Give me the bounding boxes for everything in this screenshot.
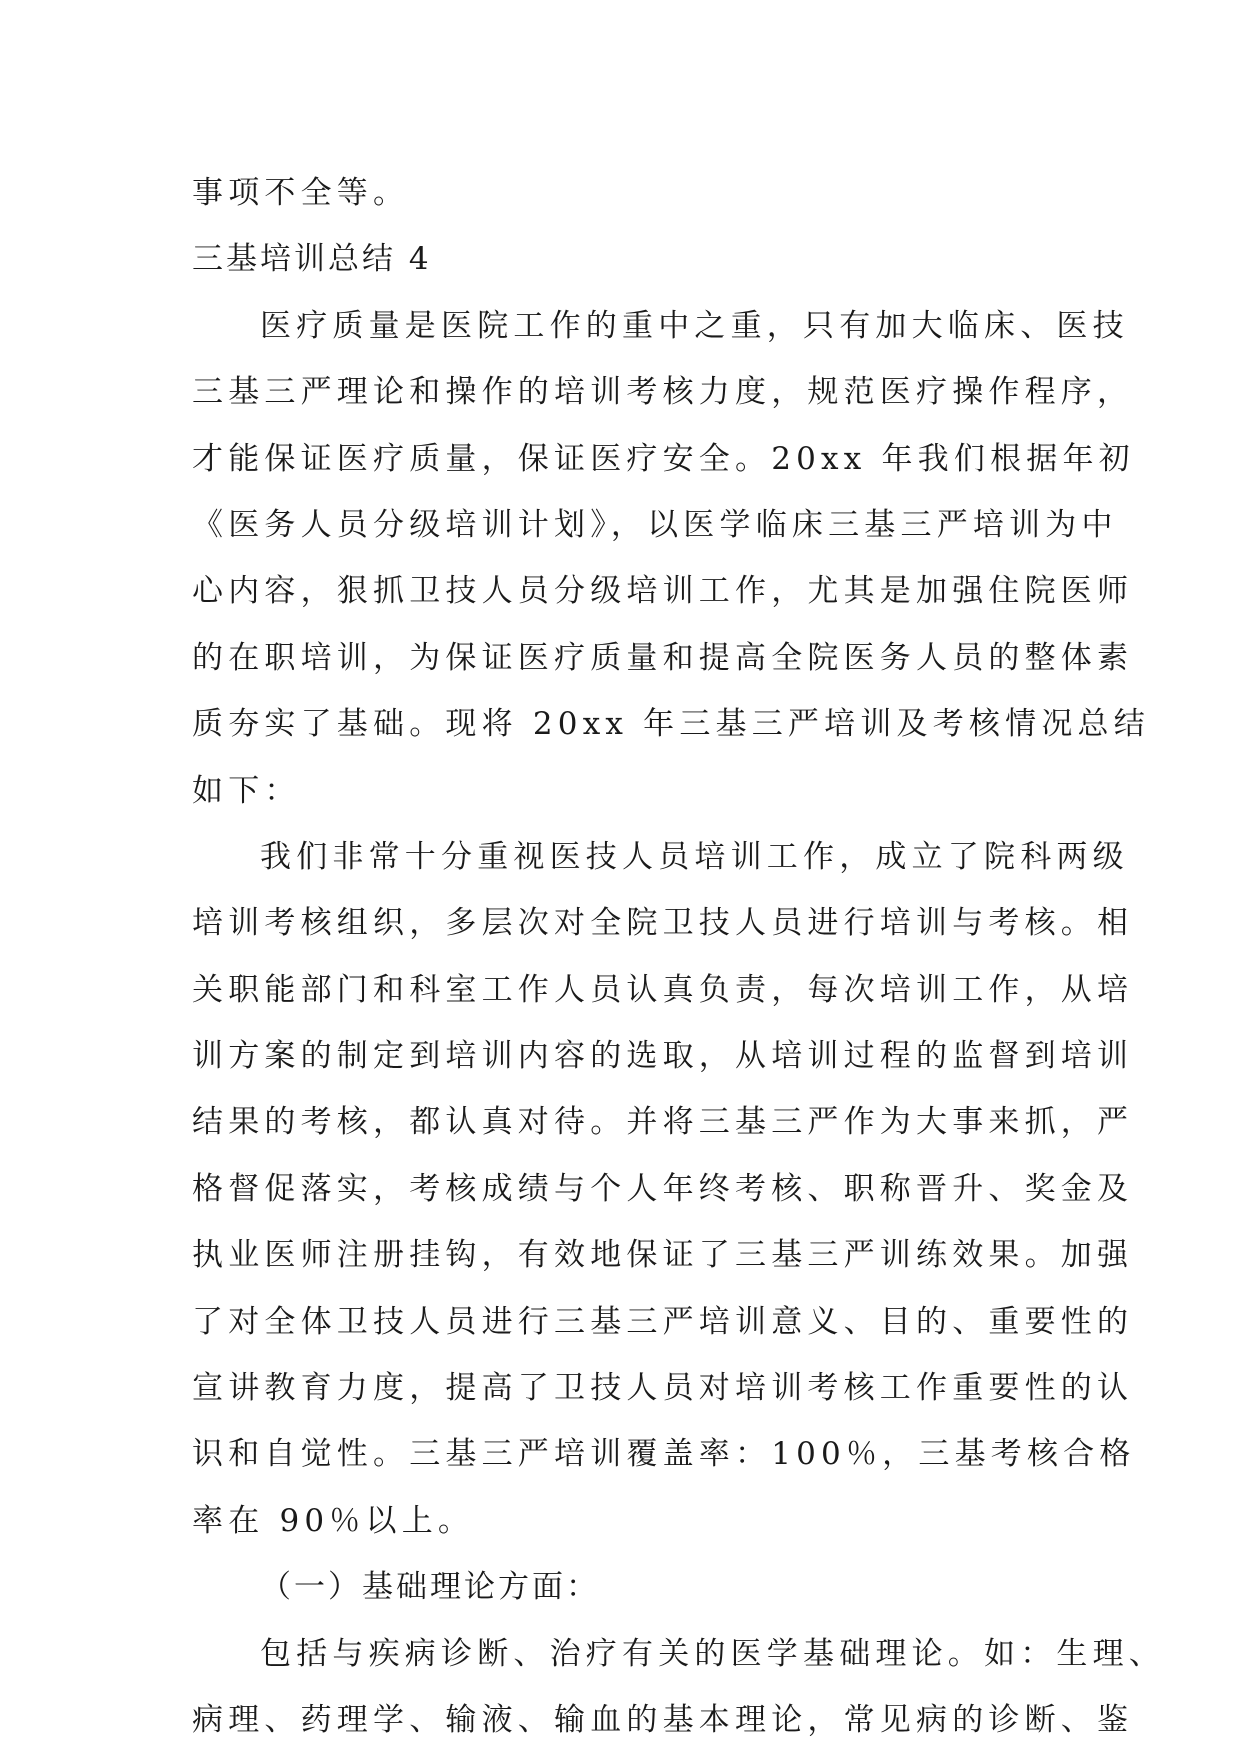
text-line: 如下：	[192, 772, 301, 809]
text-line: 关职能部门和科室工作人员认真负责，每次培训工作，从培	[192, 971, 1134, 1008]
text-line: 训方案的制定到培训内容的选取，从培训过程的监督到培训	[192, 1038, 1134, 1075]
text-line: 的在职培训，为保证医疗质量和提高全院医务人员的整体素	[192, 639, 1134, 676]
text-line: 《医务人员分级培训计划》，以医学临床三基三严培训为中	[192, 506, 1118, 543]
section-heading: 三基培训总结 4	[192, 241, 432, 278]
subsection-heading: （一）基础理论方面：	[260, 1569, 600, 1606]
text-line: 三基三严理论和操作的培训考核力度，规范医疗操作程序，	[192, 374, 1134, 411]
text-line: 了对全体卫技人员进行三基三严培训意义、目的、重要性的	[192, 1303, 1134, 1340]
text-line: 医疗质量是医院工作的重中之重，只有加大临床、医技	[260, 307, 1129, 344]
text-line: 事项不全等。	[192, 175, 410, 211]
text-line: 才能保证医疗质量，保证医疗安全。20xx 年我们根据年初	[192, 440, 1135, 477]
text-line: 培训考核组织，多层次对全院卫技人员进行培训与考核。相	[192, 905, 1134, 942]
text-line: 质夯实了基础。现将 20xx 年三基三严培训及考核情况总结	[192, 706, 1150, 743]
text-body	[192, 160, 1165, 1753]
text-line: 结果的考核，都认真对待。并将三基三严作为大事来抓，严	[192, 1104, 1134, 1141]
text-line: 心内容，狠抓卫技人员分级培训工作，尤其是加强住院医师	[192, 573, 1134, 610]
text-line: 病理、药理学、输液、输血的基本理论，常见病的诊断、鉴	[192, 1701, 1134, 1738]
text-line: 率在 90％以上。	[192, 1502, 475, 1539]
text-line: 识和自觉性。三基三严培训覆盖率：100％，三基考核合格	[192, 1436, 1136, 1473]
text-line: 我们非常十分重视医技人员培训工作，成立了院科两级	[260, 838, 1129, 875]
text-line: 包括与疾病诊断、治疗有关的医学基础理论。如：生理、	[260, 1635, 1165, 1672]
text-line: 执业医师注册挂钩，有效地保证了三基三严训练效果。加强	[192, 1237, 1134, 1274]
text-line: 格督促落实，考核成绩与个人年终考核、职称晋升、奖金及	[192, 1170, 1134, 1207]
text-line: 宣讲教育力度，提高了卫技人员对培训考核工作重要性的认	[192, 1370, 1134, 1407]
